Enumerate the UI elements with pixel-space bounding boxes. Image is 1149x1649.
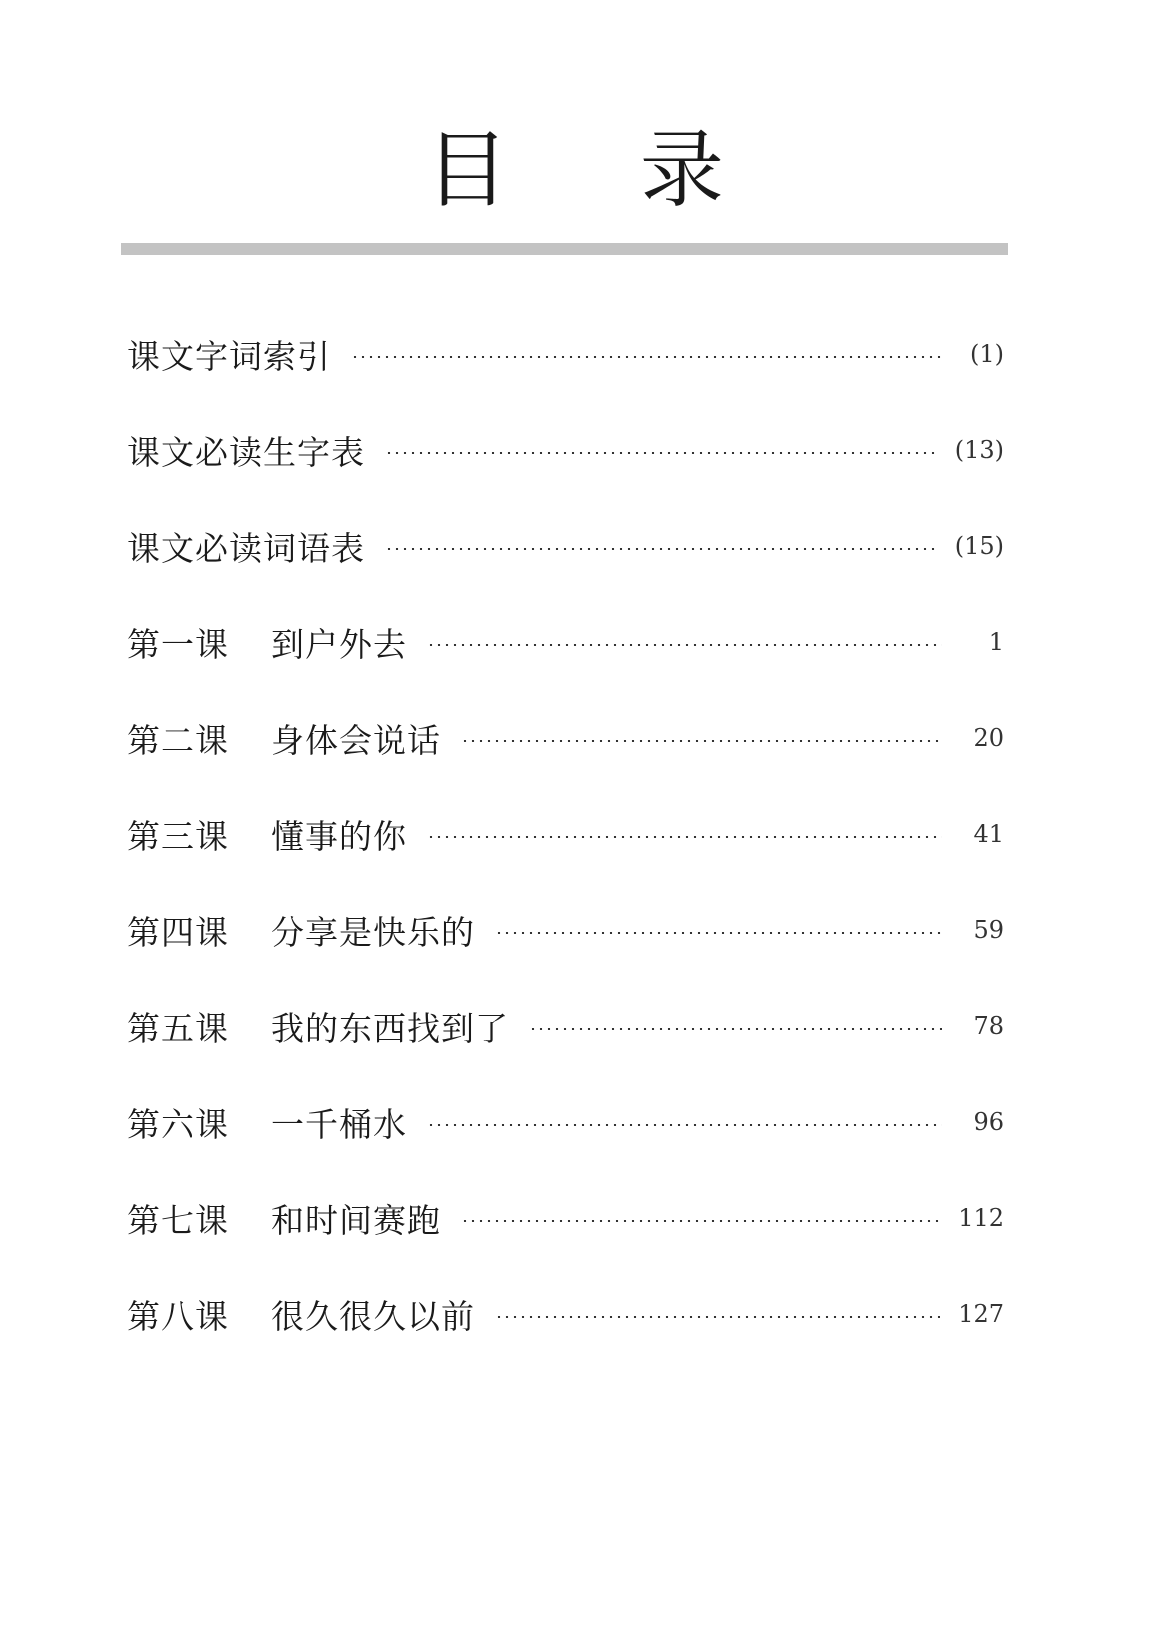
toc-entry-vocabulary-list[interactable] [127,498,1004,594]
toc-entry-lesson-2[interactable] [127,690,1004,786]
dot-leader [385,452,937,454]
entry-title: 和时间赛跑 [271,1200,441,1240]
entry-title: 懂事的你 [271,816,407,856]
entry-page-number: (1) [970,340,1004,368]
dot-leader [385,548,937,550]
toc-entry-lesson-6[interactable] [127,1074,1004,1170]
entry-page-number: 112 [958,1204,1004,1232]
entry-title: 分享是快乐的 [271,912,475,952]
entry-title: 到户外去 [271,624,407,664]
entry-lesson-number: 第二课 [127,720,229,760]
entry-page-number: 20 [973,724,1004,752]
title-divider [121,243,1008,255]
entry-lesson-number: 第八课 [127,1296,229,1336]
entry-page-number: 1 [988,628,1004,656]
entry-lesson-number: 第五课 [127,1008,229,1048]
entry-title: 课文必读词语表 [127,528,365,568]
toc-entry-lesson-8[interactable] [127,1266,1004,1362]
entry-page-number: 41 [973,820,1004,848]
page-title: 目 录 [425,121,776,219]
toc-entry-character-list[interactable] [127,402,1004,498]
toc-entry-word-index[interactable] [127,306,1004,402]
entry-title: 一千桶水 [271,1104,407,1144]
entry-page-number: 78 [973,1012,1004,1040]
toc-entry-lesson-7[interactable] [127,1170,1004,1266]
dot-leader [427,644,942,646]
entry-lesson-number: 第四课 [127,912,229,952]
entry-page-number: (15) [954,532,1004,560]
toc-entry-lesson-5[interactable] [127,978,1004,1074]
entry-title: 身体会说话 [271,720,441,760]
entry-lesson-number: 第六课 [127,1104,229,1144]
toc-entry-lesson-3[interactable] [127,786,1004,882]
toc-entry-lesson-4[interactable] [127,882,1004,978]
entry-title: 我的东西找到了 [271,1008,509,1048]
toc-entry-lesson-1[interactable] [127,594,1004,690]
entry-page-number: 127 [958,1300,1004,1328]
entry-lesson-number: 第三课 [127,816,229,856]
table-of-contents [127,306,1004,1362]
dot-leader [427,1124,942,1126]
entry-page-number: (13) [954,436,1004,464]
dot-leader [461,1220,940,1222]
entry-title: 课文必读生字表 [127,432,365,472]
entry-page-number: 59 [973,916,1004,944]
entry-page-number: 96 [973,1108,1004,1136]
dot-leader [495,932,942,934]
entry-lesson-number: 第一课 [127,624,229,664]
dot-leader [461,740,942,742]
dot-leader [495,1316,940,1318]
dot-leader [427,836,942,838]
dot-leader [351,356,942,358]
entry-title: 很久很久以前 [271,1296,475,1336]
entry-title: 课文字词索引 [127,336,331,376]
dot-leader [529,1028,942,1030]
entry-lesson-number: 第七课 [127,1200,229,1240]
